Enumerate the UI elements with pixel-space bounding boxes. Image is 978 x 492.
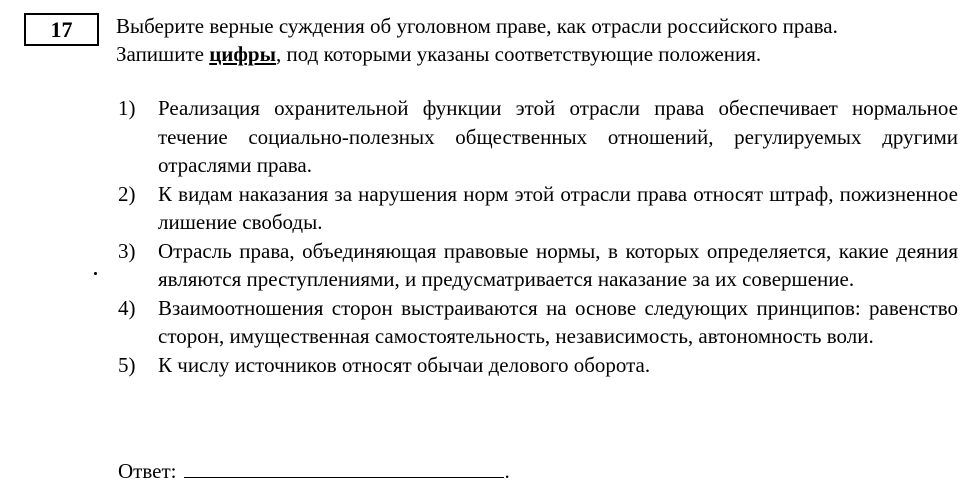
answer-input-line[interactable]: [184, 455, 504, 478]
answer-end-period: .: [504, 459, 510, 483]
option-item: [118, 294, 958, 351]
option-text: Реализация охранительной функции этой отрасли права обеспечивает нормальное течение социально-полезных общественных отношений, регулируемых другими отраслями права.: [158, 96, 958, 177]
option-text: К видам наказания за нарушения норм этой отрасли права относят штраф, пожизненное лишение свободы.: [158, 181, 958, 234]
answer-row: [118, 455, 510, 485]
option-text: Взаимоотношения сторон выстраиваются на основе следующих принципов: равенство сторон, имущественная самостоятельность, независимость, автономность воли.: [158, 295, 958, 348]
option-text: К числу источников относят обычаи делового оборота.: [158, 352, 651, 377]
task-line-2-start: Запишите: [116, 42, 210, 66]
option-number: 5): [118, 352, 136, 377]
option-item: [118, 94, 958, 180]
option-item: [118, 351, 958, 380]
task-statement: [116, 12, 956, 68]
question-number-box: 17: [24, 13, 99, 46]
options-list: [118, 94, 958, 379]
scan-dot: [94, 272, 97, 275]
option-number: 2): [118, 181, 136, 206]
task-line-2-end: , под которыми указаны соответствующие положения.: [276, 42, 762, 66]
option-number: 4): [118, 295, 136, 320]
task-line-1: Выберите верные суждения об уголовном праве, как отрасли российского права.: [116, 14, 838, 38]
option-number: 3): [118, 238, 136, 263]
option-item: [118, 237, 958, 294]
answer-label: Ответ:: [118, 459, 177, 483]
task-emphasis-digits: цифры: [209, 42, 277, 66]
option-item: [118, 180, 958, 237]
option-text: Отрасль права, объединяющая правовые нормы, в которых определяется, какие деяния являются преступлениями, и предусматривается наказание за их совершение.: [158, 238, 958, 291]
task-line-2: [116, 40, 956, 68]
option-number: 1): [118, 96, 136, 120]
